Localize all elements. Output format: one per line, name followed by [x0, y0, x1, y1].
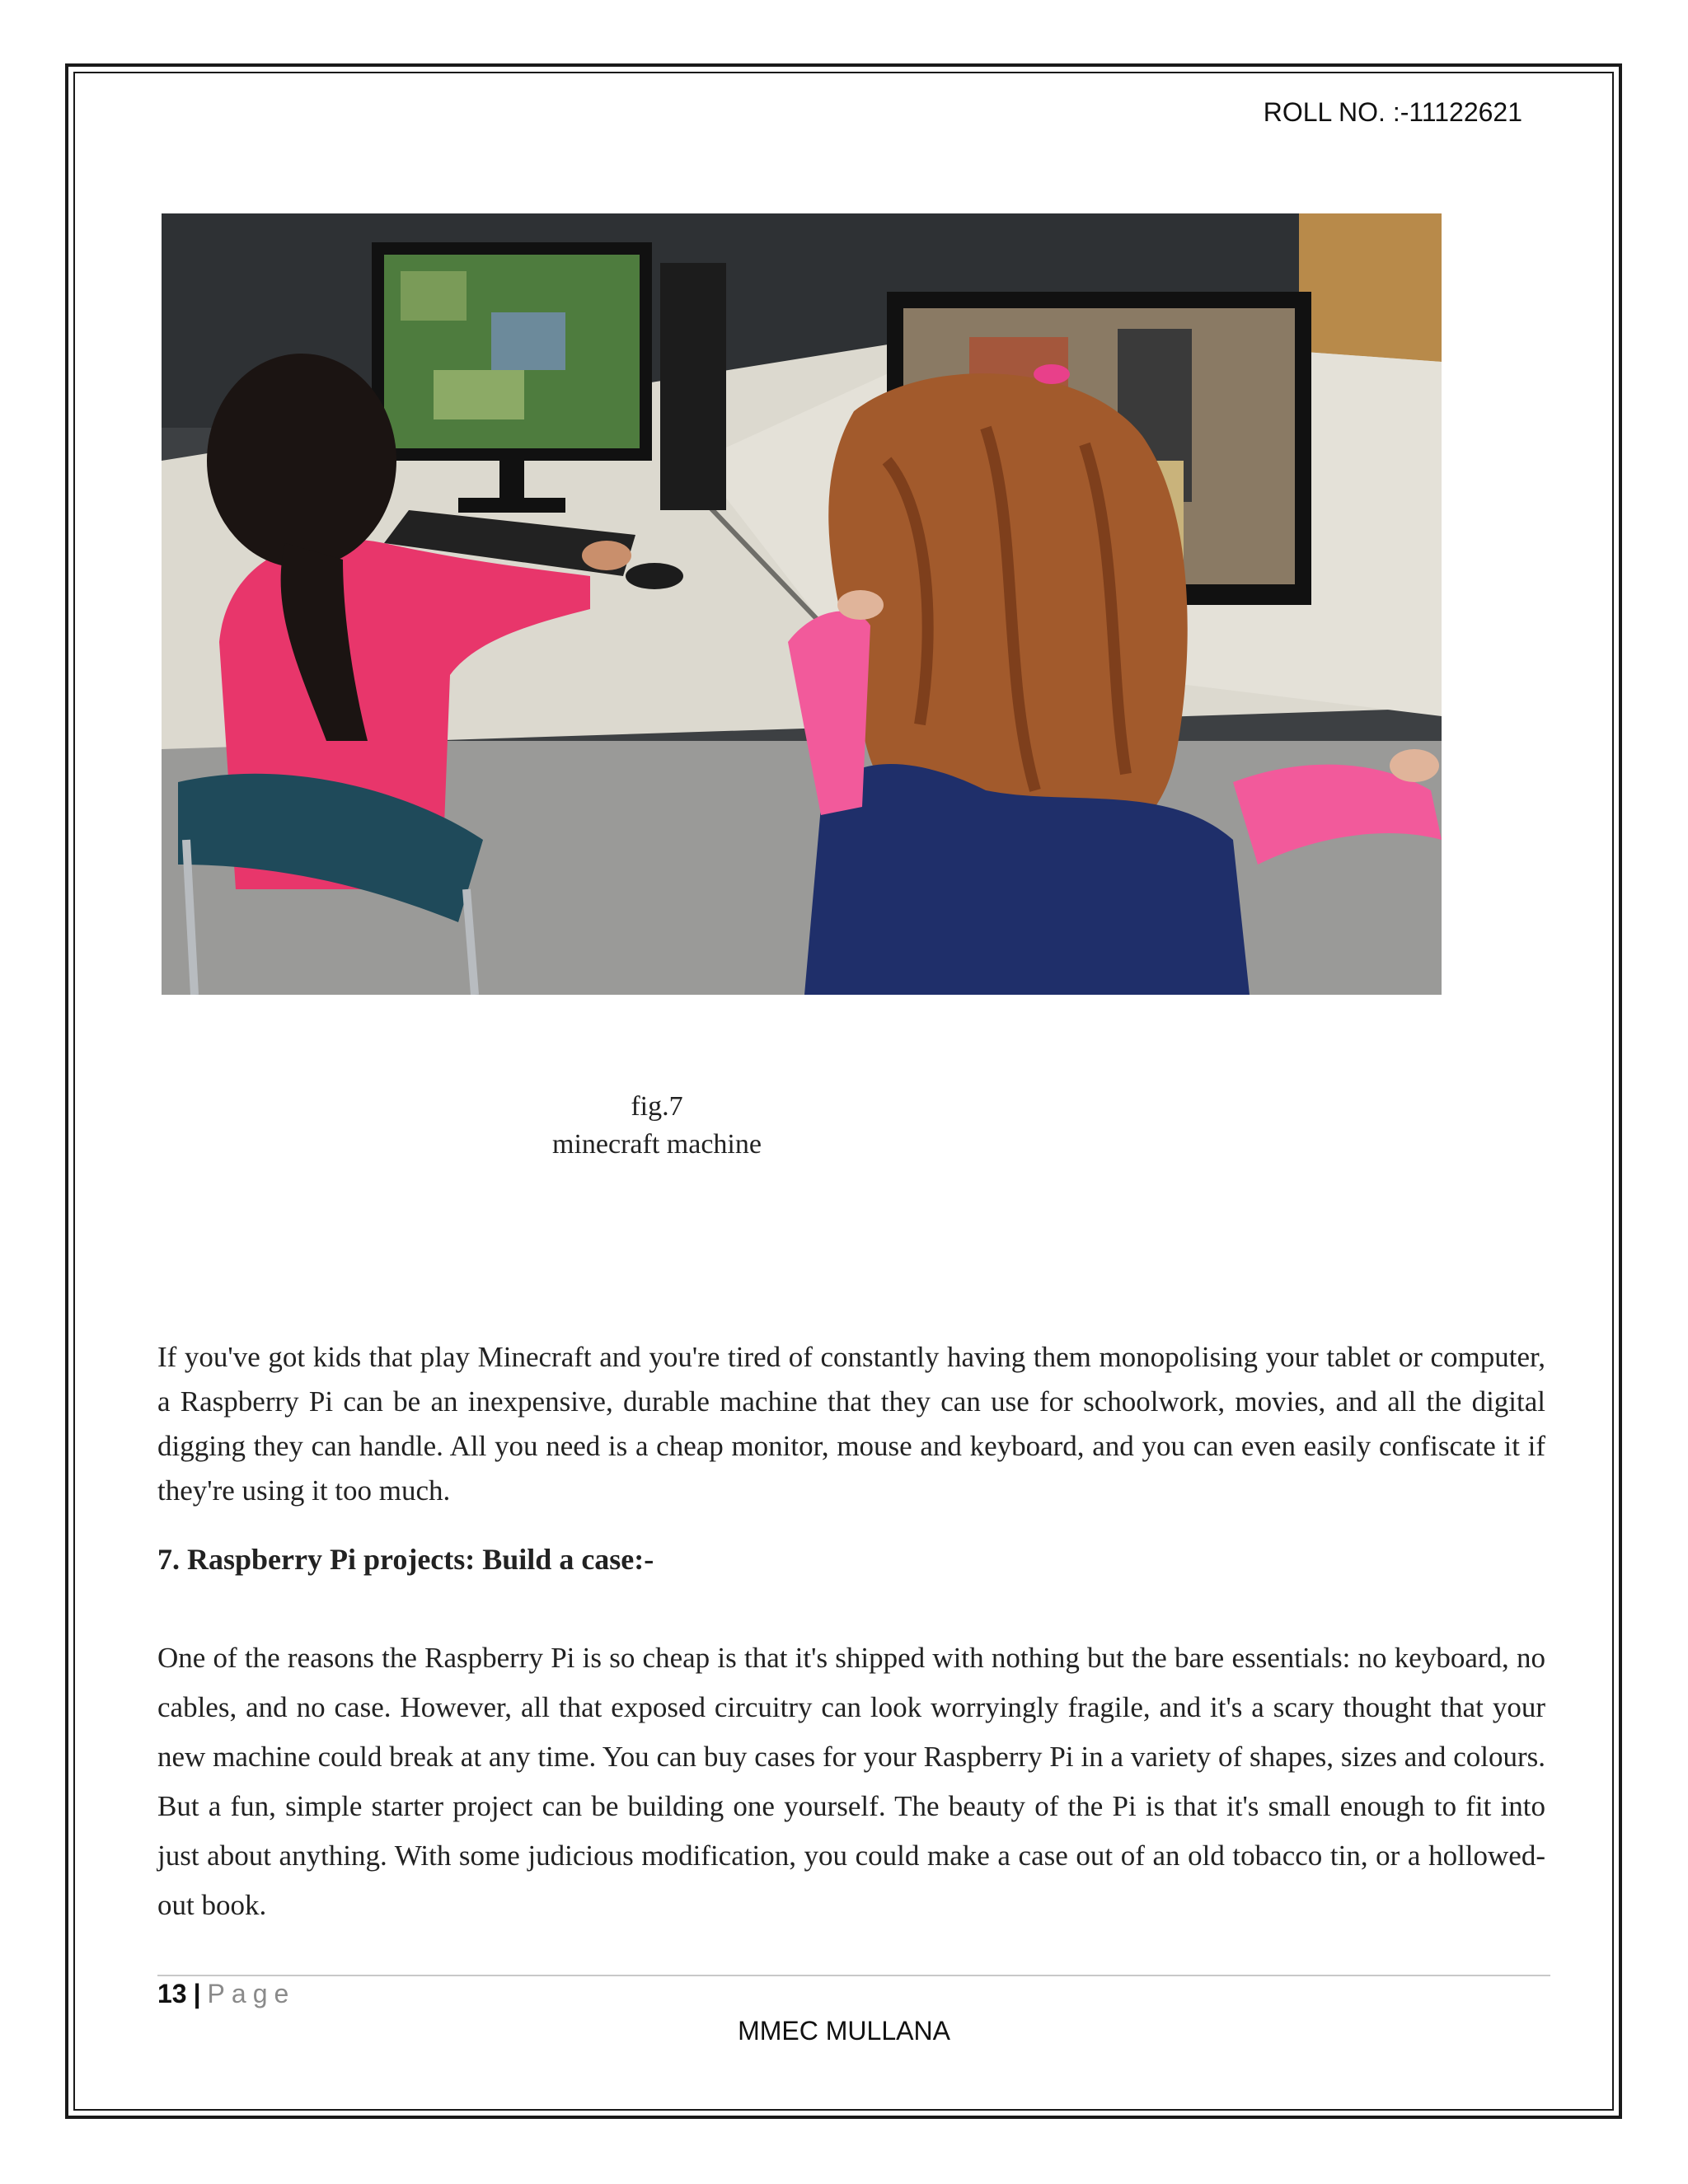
page-label: [157, 1979, 295, 2009]
page-separator: |: [193, 1979, 201, 2008]
paragraph-build-case: One of the reasons the Raspberry Pi is so cheap is that it's shipped with nothing but the bare essentials: no keyboard, no cables, and no case. However, all that exposed circuitry can look worryingly fragile, and it's a scary thought that your new machine could break at any time. You can buy cases for your Raspberry Pi in a variety of shapes, sizes and colours. But a fun, simple starter project can be building one yourself. The beauty of the Pi is that it's small enough to fit into just about anything. With some judicious modification, you could make a case out of an old tobacco tin, or a hollowed-out book.: [157, 1642, 1545, 1921]
footer-rule: [157, 1975, 1550, 1976]
roll-number: ROLL NO. :-11122621: [1263, 97, 1522, 127]
page-word: Page: [207, 1979, 296, 2008]
page-number: 13: [157, 1979, 187, 2008]
figure-number: fig.7: [631, 1091, 683, 1122]
minecraft-classroom-photo: [162, 213, 1442, 995]
section-heading: 7. Raspberry Pi projects: Build a case:-: [157, 1543, 654, 1576]
college-name: MMEC MULLANA: [738, 2016, 950, 2046]
figure-caption: minecraft machine: [552, 1129, 762, 1160]
paragraph-minecraft: If you've got kids that play Minecraft and you're tired of constantly having them monopolising your tablet or computer, a Raspberry Pi can be an inexpensive, durable machine that they can use for schoolwork, movies, and all the digital digging they can handle. All you need is a cheap monitor, mouse and keyboard, and you can even easily confiscate it if they're using it too much.: [157, 1341, 1545, 1507]
